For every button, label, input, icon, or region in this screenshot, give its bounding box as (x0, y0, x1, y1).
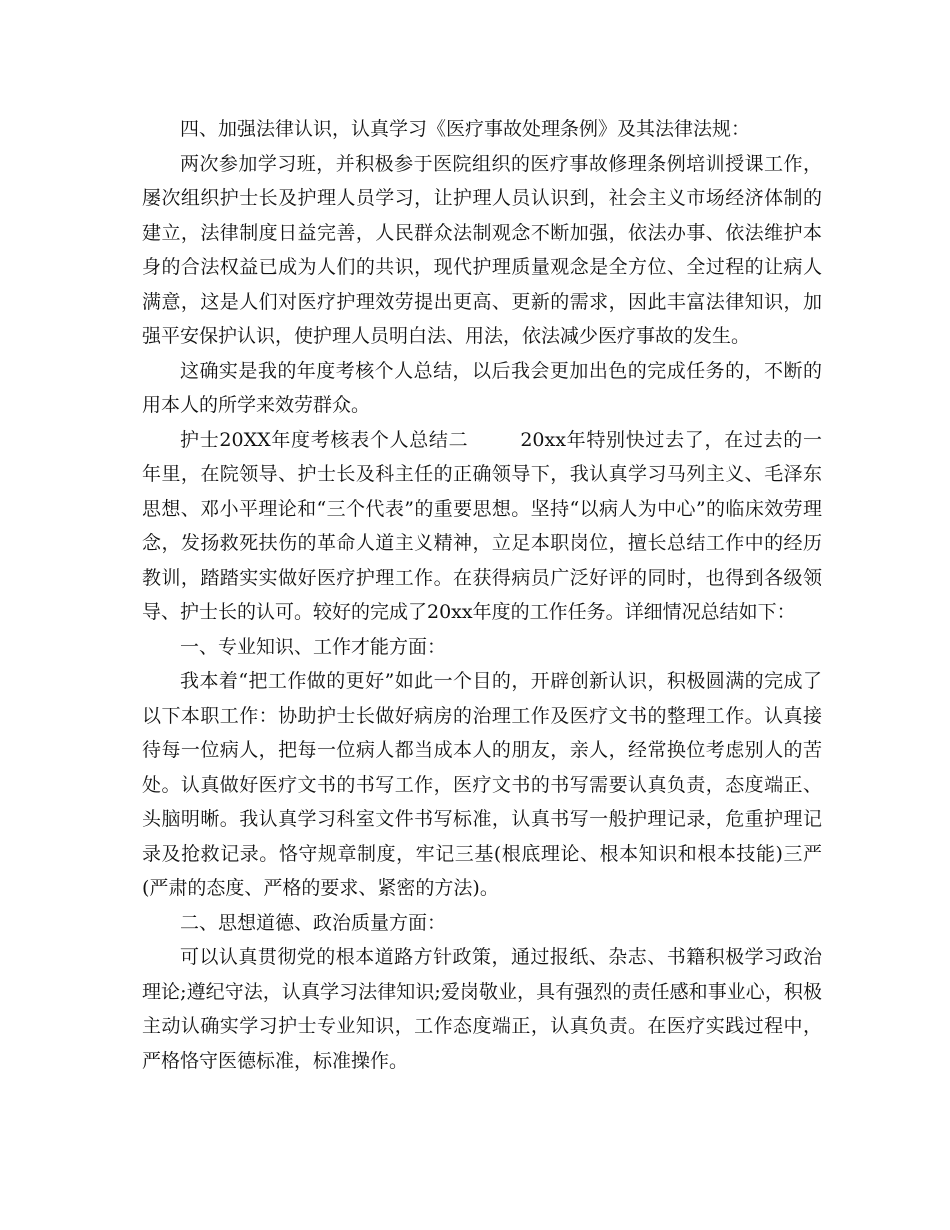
section-two-body: 在院领导、护士长及科主任的正确领导下，我认真学习马列主义、毛泽东思想、邓小平理论和“三个代表”的重要思想。坚持“以病人为中心”的临床效劳理念，发扬救死扶伤的革命人道主义精神，立足本职岗位，擅长总结工作中的经历教训，踏踏实实做好医疗护理工作。在获得病员广泛好评的同时，也得到各级领导、护士长的认可。较好的完成了20xx年度的工作任务。详细情况总结如下： (142, 463, 822, 623)
paragraph-section-two (142, 423, 822, 630)
paragraph-law-body: 两次参加学习班，并积极参于医院组织的医疗事故修理条例培训授课工作，屡次组织护士长及护理人员学习，让护理人员认识到，社会主义市场经济体制的建立，法律制度日益完善，人民群众法制观念不断加强，依法办事、依法维护本身的合法权益已成为人们的共识，现代护理质量观念是全方位、全过程的让病人满意，这是人们对医疗护理效劳提出更高、更新的需求，因此丰富法律知识，加强平安保护认识，使护理人员明白法、用法，依法减少医疗事故的发生。 (142, 152, 822, 347)
paragraph-skills-body: 我本着“把工作做的更好”如此一个目的，开辟创新认识，积极圆满的完成了以下本职工作：协助护士长做好病房的治理工作及医疗文书的整理工作。认真接待每一位病人，把每一位病人都当成本人的朋友，亲人，经常换位考虑别人的苦处。认真做好医疗文书的书写工作，医疗文书的书写需要认真负责，态度端正、头脑明晰。我认真学习科室文件书写标准，认真书写一般护理记录，危重护理记录及抢救记录。恪守规章制度，牢记三基(根底理论、根本知识和根本技能)三严(严肃的态度、严格的要求、紧密的方法)。 (142, 670, 822, 899)
section-title: 护士20XX年度考核表个人总结二 (180, 428, 469, 451)
paragraph-skills-heading: 一、专业知识、工作才能方面： (180, 635, 447, 658)
paragraph-law-heading: 四、加强法律认识，认真学习《医疗事故处理条例》及其法律法规： (180, 118, 751, 140)
document-body (142, 112, 822, 1078)
section-lead: 20xx年特别快过去了，在过去的一年里， (142, 428, 822, 485)
paragraph-closing: 这确实是我的年度考核个人总结，以后我会更加出色的完成任务的，不断的用本人的所学来效劳群众。 (142, 359, 822, 416)
paragraph-ethics-heading: 二、思想道德、政治质量方面： (180, 911, 447, 934)
paragraph-ethics-body: 可以认真贯彻党的根本道路方针政策，通过报纸、杂志、书籍积极学习政治理论;遵纪守法，认真学习法律知识;爱岗敬业，具有强烈的责任感和事业心，积极主动认确实学习护士专业知识，工作态度端正，认真负责。在医疗实践过程中，严格恪守医德标准，标准操作。 (142, 946, 822, 1072)
